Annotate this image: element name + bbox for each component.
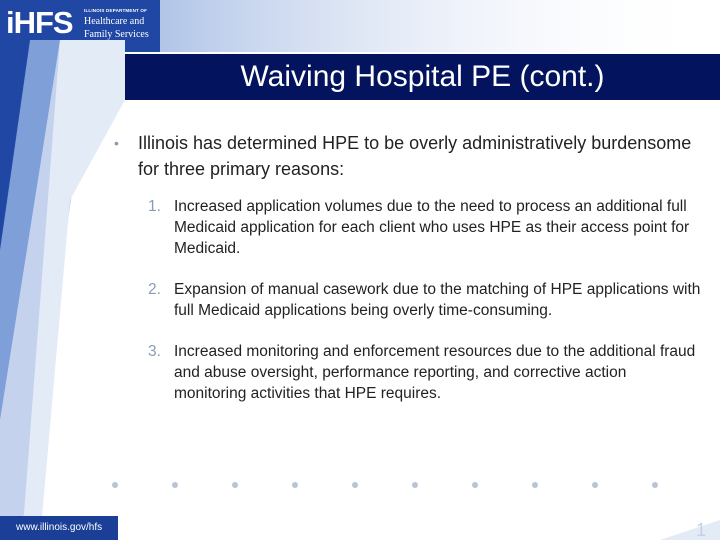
title-bar: [125, 52, 720, 100]
logo-wordmark: iHFS: [6, 5, 73, 40]
dot: [412, 482, 418, 488]
decorative-dots: [112, 482, 672, 494]
list-item-number: 1.: [148, 198, 161, 215]
dot: [232, 482, 238, 488]
list-item: [148, 341, 702, 404]
dot: [172, 482, 178, 488]
list-item-number: 3.: [148, 343, 161, 360]
list-item-number: 2.: [148, 281, 161, 298]
hfs-logo: [2, 4, 152, 44]
bullet-icon: •: [114, 135, 119, 151]
dot: [292, 482, 298, 488]
dot: [532, 482, 538, 488]
footer-url: www.illinois.gov/hfs: [16, 522, 103, 533]
list-item-text: Increased application volumes due to the need to process an additional full Medicaid application for each client who uses HPE as their access point for Medicaid.: [174, 198, 690, 257]
dot: [592, 482, 598, 488]
list-item: [148, 196, 702, 259]
dot: [472, 482, 478, 488]
page-number: 1: [696, 520, 707, 540]
main-bullet-text: Illinois has determined HPE to be overly administratively burdensome for three primary reasons:: [138, 133, 692, 179]
slide-title: Waiving Hospital PE (cont.): [240, 60, 605, 93]
dot: [652, 482, 658, 488]
slide-content: [112, 130, 702, 424]
list-item: [148, 279, 702, 321]
logo-line-1: Healthcare and: [84, 16, 145, 27]
logo-agency-small: ILLINOIS DEPARTMENT OF: [84, 8, 148, 13]
list-item-text: Expansion of manual casework due to the matching of HPE applications with full Medicaid applications being overly time-consuming.: [174, 281, 701, 319]
dot: [112, 482, 118, 488]
dot: [352, 482, 358, 488]
main-bullet: [112, 130, 702, 182]
list-item-text: Increased monitoring and enforcement resources due to the additional fraud and abuse oversight, performance reporting, and corrective action monitoring activities that HPE requires.: [174, 343, 696, 402]
logo-line-2: Family Services: [84, 29, 149, 40]
numbered-list: [112, 196, 702, 404]
